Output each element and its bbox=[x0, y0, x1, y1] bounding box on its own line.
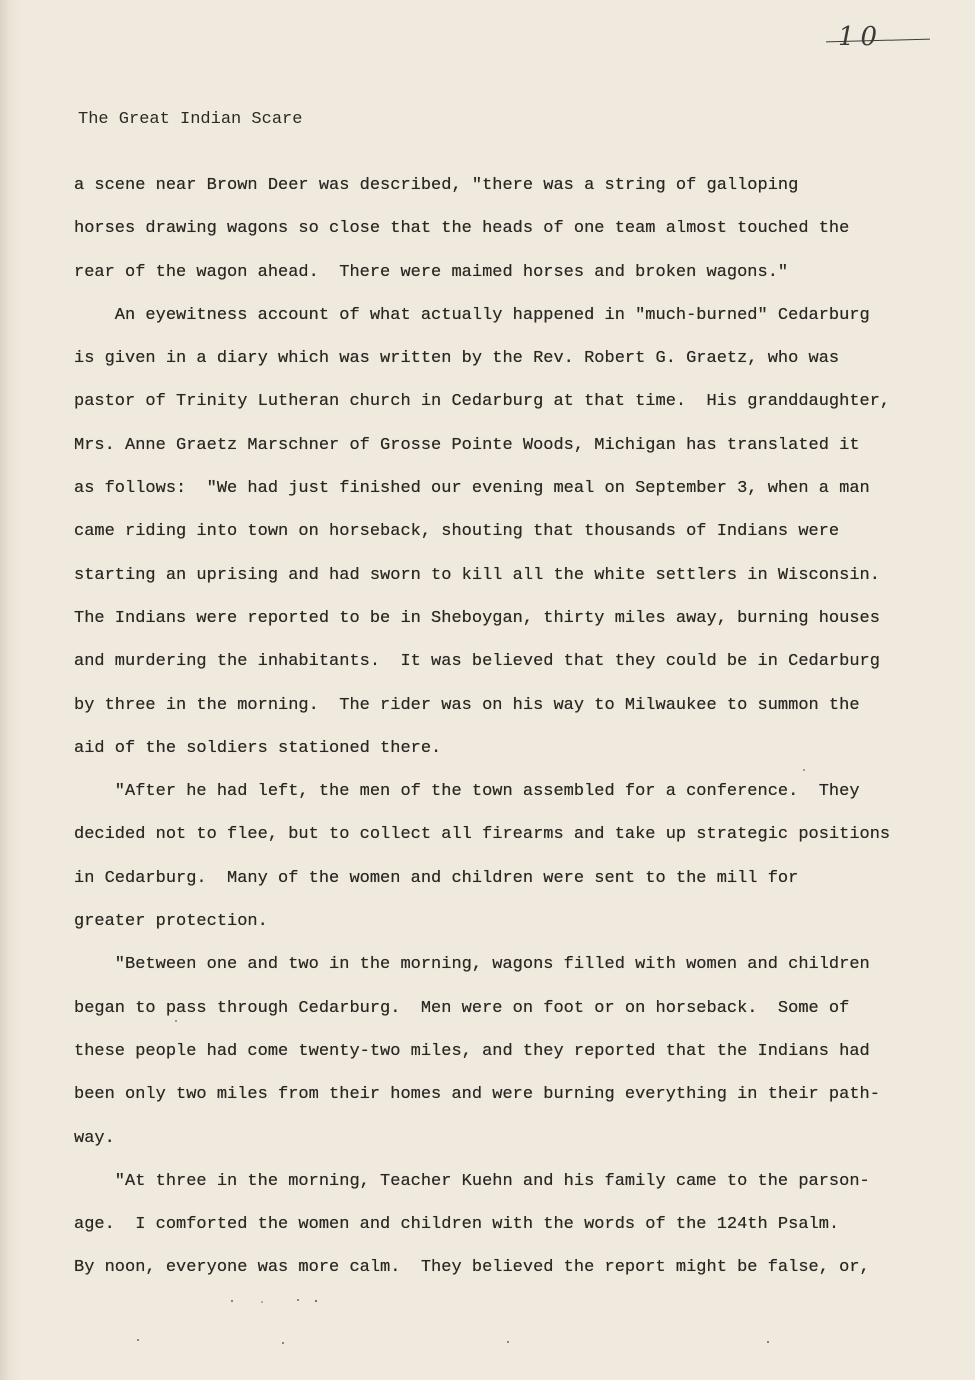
text-line: a scene near Brown Deer was described, "there was a string of galloping bbox=[74, 176, 799, 195]
text-line: been only two miles from their homes and were burning everything in their path- bbox=[74, 1085, 880, 1105]
text-line: as follows: "We had just finished our evening meal on September 3, when a man bbox=[74, 479, 870, 499]
handwritten-page-number: 10 bbox=[838, 22, 884, 52]
text-line: began to pass through Cedarburg. Men were on foot or on horseback. Some of bbox=[74, 998, 850, 1018]
text-line: age. I comforted the women and children with the words of the 124th Psalm. bbox=[74, 1215, 840, 1235]
text-line: greater protection. bbox=[74, 912, 268, 932]
text-line: is given in a diary which was written by the Rev. Robert G. Graetz, who was bbox=[74, 349, 840, 369]
running-title: The Great Indian Scare bbox=[78, 110, 303, 129]
text-line: aid of the soldiers stationed there. bbox=[74, 738, 442, 758]
text-line: starting an uprising and had sworn to kill all the white settlers in Wisconsin. bbox=[74, 565, 880, 585]
text-line: horses drawing wagons so close that the heads of one team almost touched the bbox=[74, 219, 850, 239]
text-line: "At three in the morning, Teacher Kuehn and his family came to the parson- bbox=[74, 1171, 870, 1191]
text-line: Mrs. Anne Graetz Marschner of Grosse Pointe Woods, Michigan has translated it bbox=[74, 435, 860, 455]
text-line: in Cedarburg. Many of the women and children were sent to the mill for bbox=[74, 868, 799, 888]
text-line: way. bbox=[74, 1128, 115, 1148]
text-line: by three in the morning. The rider was on his way to Milwaukee to summon the bbox=[74, 695, 860, 715]
text-line: "After he had left, the men of the town assembled for a conference. They bbox=[74, 782, 860, 802]
text-line: An eyewitness account of what actually happened in "much-burned" Cedarburg bbox=[74, 305, 870, 325]
text-line: The Indians were reported to be in Sheboygan, thirty miles away, burning houses bbox=[74, 608, 880, 628]
text-line: came riding into town on horseback, shouting that thousands of Indians were bbox=[74, 522, 840, 542]
text-line: "Between one and two in the morning, wagons filled with women and children bbox=[74, 955, 870, 975]
text-line: these people had come twenty-two miles, and they reported that the Indians had bbox=[74, 1041, 870, 1061]
body-text bbox=[74, 172, 954, 1298]
text-line: By noon, everyone was more calm. They believed the report might be false, or, bbox=[74, 1258, 870, 1278]
text-line: rear of the wagon ahead. There were maimed horses and broken wagons." bbox=[74, 262, 789, 282]
text-line: and murdering the inhabitants. It was believed that they could be in Cedarburg bbox=[74, 652, 880, 672]
text-line: pastor of Trinity Lutheran church in Cedarburg at that time. His granddaughter, bbox=[74, 392, 891, 412]
text-line: decided not to flee, but to collect all firearms and take up strategic positions bbox=[74, 825, 891, 845]
